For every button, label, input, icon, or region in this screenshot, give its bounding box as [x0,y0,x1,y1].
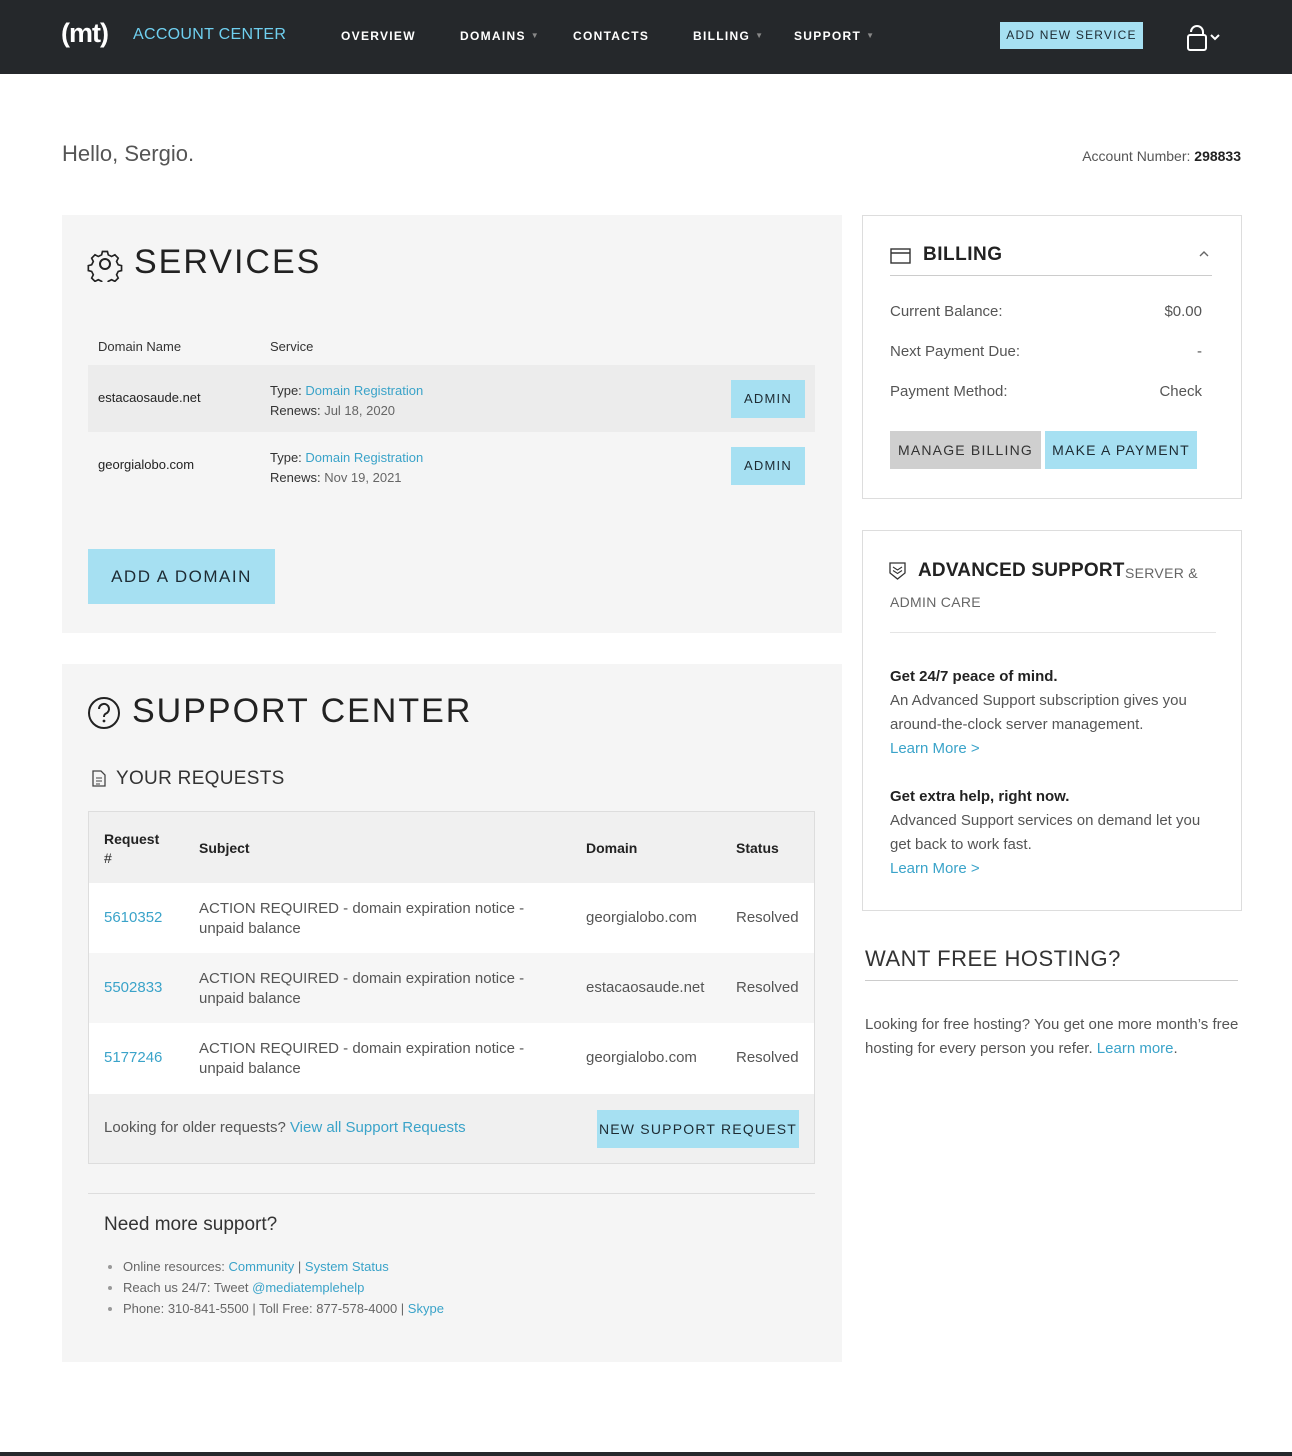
service-domain: estacaosaude.net [98,390,201,405]
divider [890,275,1212,276]
caret-down-icon: ▼ [866,31,876,40]
add-new-service-button[interactable]: ADD NEW SERVICE [1000,22,1143,49]
need-more-support-heading: Need more support? [104,1214,278,1235]
service-type-link[interactable]: Domain Registration [305,450,424,465]
service-info: Type: Domain Registration Renews: Nov 19, 2021 [270,450,424,485]
community-link[interactable]: Community [228,1259,295,1274]
col-request: Request # [104,831,160,866]
view-all-requests-link[interactable]: View all Support Requests [289,1119,466,1136]
add-domain-button[interactable]: ADD A DOMAIN [88,549,275,604]
support-resources-list [123,1256,444,1319]
free-hosting-learn-more-link[interactable]: Learn more [1096,1040,1174,1057]
table-row [89,1023,814,1093]
nav-domains[interactable]: DOMAINS ▼ [460,29,540,43]
service-row [88,432,815,499]
service-domain: georgialobo.com [98,457,195,472]
nav-support[interactable]: SUPPORT ▼ [794,29,876,43]
service-type-link[interactable]: Domain Registration [305,383,424,398]
requests-table-header [89,812,814,883]
next-payment-value: - [1197,343,1202,360]
document-icon [92,770,106,787]
footer-bar [0,1452,1292,1456]
admin-button[interactable]: ADMIN [731,447,805,485]
table-row [89,953,814,1023]
divider [865,980,1238,981]
learn-more-link[interactable]: Learn More > [890,740,980,757]
caret-down-icon: ▼ [755,31,765,40]
request-domain: estacaosaude.net [586,979,705,996]
request-domain: georgialobo.com [586,909,697,926]
top-navbar [0,0,1292,74]
gear-icon [87,246,123,282]
older-requests-text: Looking for older requests? View all Support Requests [104,1119,466,1136]
next-payment-label: Next Payment Due: [890,343,1021,360]
col-service: Service [270,339,314,354]
skype-link[interactable]: Skype [407,1301,444,1316]
chevron-up-icon[interactable] [1199,250,1209,258]
credit-card-icon [890,248,911,264]
payment-method-value: Check [1159,383,1202,400]
brand-account-center[interactable]: ACCOUNT CENTER [133,26,287,43]
current-balance-label: Current Balance: [890,303,1003,320]
nav-contacts[interactable]: CONTACTS [573,29,650,43]
request-subject: ACTION REQUIRED - domain expiration notice - unpaid balance [199,970,525,1007]
advanced-support-title: ADVANCED SUPPORT [918,560,1125,581]
divider [890,632,1216,633]
list-item: • Online resources: Community | System Status [123,1256,444,1277]
greeting: Hello, Sergio. [62,141,195,166]
admin-button[interactable]: ADMIN [731,380,805,418]
new-support-request-button[interactable]: NEW SUPPORT REQUEST [597,1110,799,1148]
system-status-link[interactable]: System Status [304,1259,389,1274]
manage-billing-button[interactable]: MANAGE BILLING [890,431,1041,469]
request-status: Resolved [736,979,799,996]
col-status: Status [736,840,779,856]
free-hosting-title: WANT FREE HOSTING? [865,946,1121,971]
request-subject: ACTION REQUIRED - domain expiration notice - unpaid balance [199,900,525,937]
user-lock-icon [1185,20,1225,54]
requests-table [88,811,815,1164]
billing-title: BILLING [923,244,1003,265]
table-row [89,883,814,953]
caret-down-icon: ▼ [530,31,540,40]
user-menu[interactable] [1185,20,1225,54]
request-number-link[interactable]: 5502833 [104,979,163,996]
advanced-block-247: Get 24/7 peace of mind. An Advanced Support subscription gives you around-the-clock server management. Learn More > [890,668,1187,757]
your-requests-title: YOUR REQUESTS [116,768,285,789]
services-title: SERVICES [134,243,322,281]
service-info: Type: Domain Registration Renews: Jul 18, 2020 [270,383,424,418]
nav-overview[interactable]: OVERVIEW [341,29,416,43]
service-row [88,365,815,432]
divider [88,1193,815,1194]
col-subject: Subject [199,840,250,856]
free-hosting-text: Looking for free hosting? You get one more month’s free hosting for every person you refer. Learn more. [865,1016,1239,1057]
requests-table-footer [89,1094,814,1163]
col-domain: Domain [586,840,638,856]
advanced-support-subtitle: SERVER & [1125,565,1198,581]
question-circle-icon [87,696,121,730]
request-domain: georgialobo.com [586,1049,697,1066]
advanced-support-subtitle: ADMIN CARE [890,594,981,610]
advanced-block-extra-help: Get extra help, right now. Advanced Support services on demand let you get back to work fast. Learn More > [890,788,1201,877]
current-balance-value: $0.00 [1164,303,1202,320]
request-subject: ACTION REQUIRED - domain expiration notice - unpaid balance [199,1040,525,1077]
list-item: • Phone: 310-841-5500 | Toll Free: 877-578-4000 | Skype [123,1298,444,1319]
request-status: Resolved [736,909,799,926]
nav-billing[interactable]: BILLING ▼ [693,29,765,43]
shield-badge-icon [889,562,906,580]
support-center-title: SUPPORT CENTER [132,692,473,730]
twitter-link[interactable]: @mediatemplehelp [252,1280,365,1295]
account-number: Account Number: 298833 [1082,148,1241,164]
mt-logo[interactable]: (mt) [61,18,108,48]
request-number-link[interactable]: 5610352 [104,909,163,926]
payment-method-label: Payment Method: [890,383,1008,400]
make-payment-button[interactable]: MAKE A PAYMENT [1045,431,1197,469]
request-status: Resolved [736,1049,799,1066]
list-item: • Reach us 24/7: Tweet @mediatemplehelp [123,1277,444,1298]
col-domain-name: Domain Name [98,339,182,354]
request-number-link[interactable]: 5177246 [104,1049,163,1066]
learn-more-link[interactable]: Learn More > [890,860,980,877]
